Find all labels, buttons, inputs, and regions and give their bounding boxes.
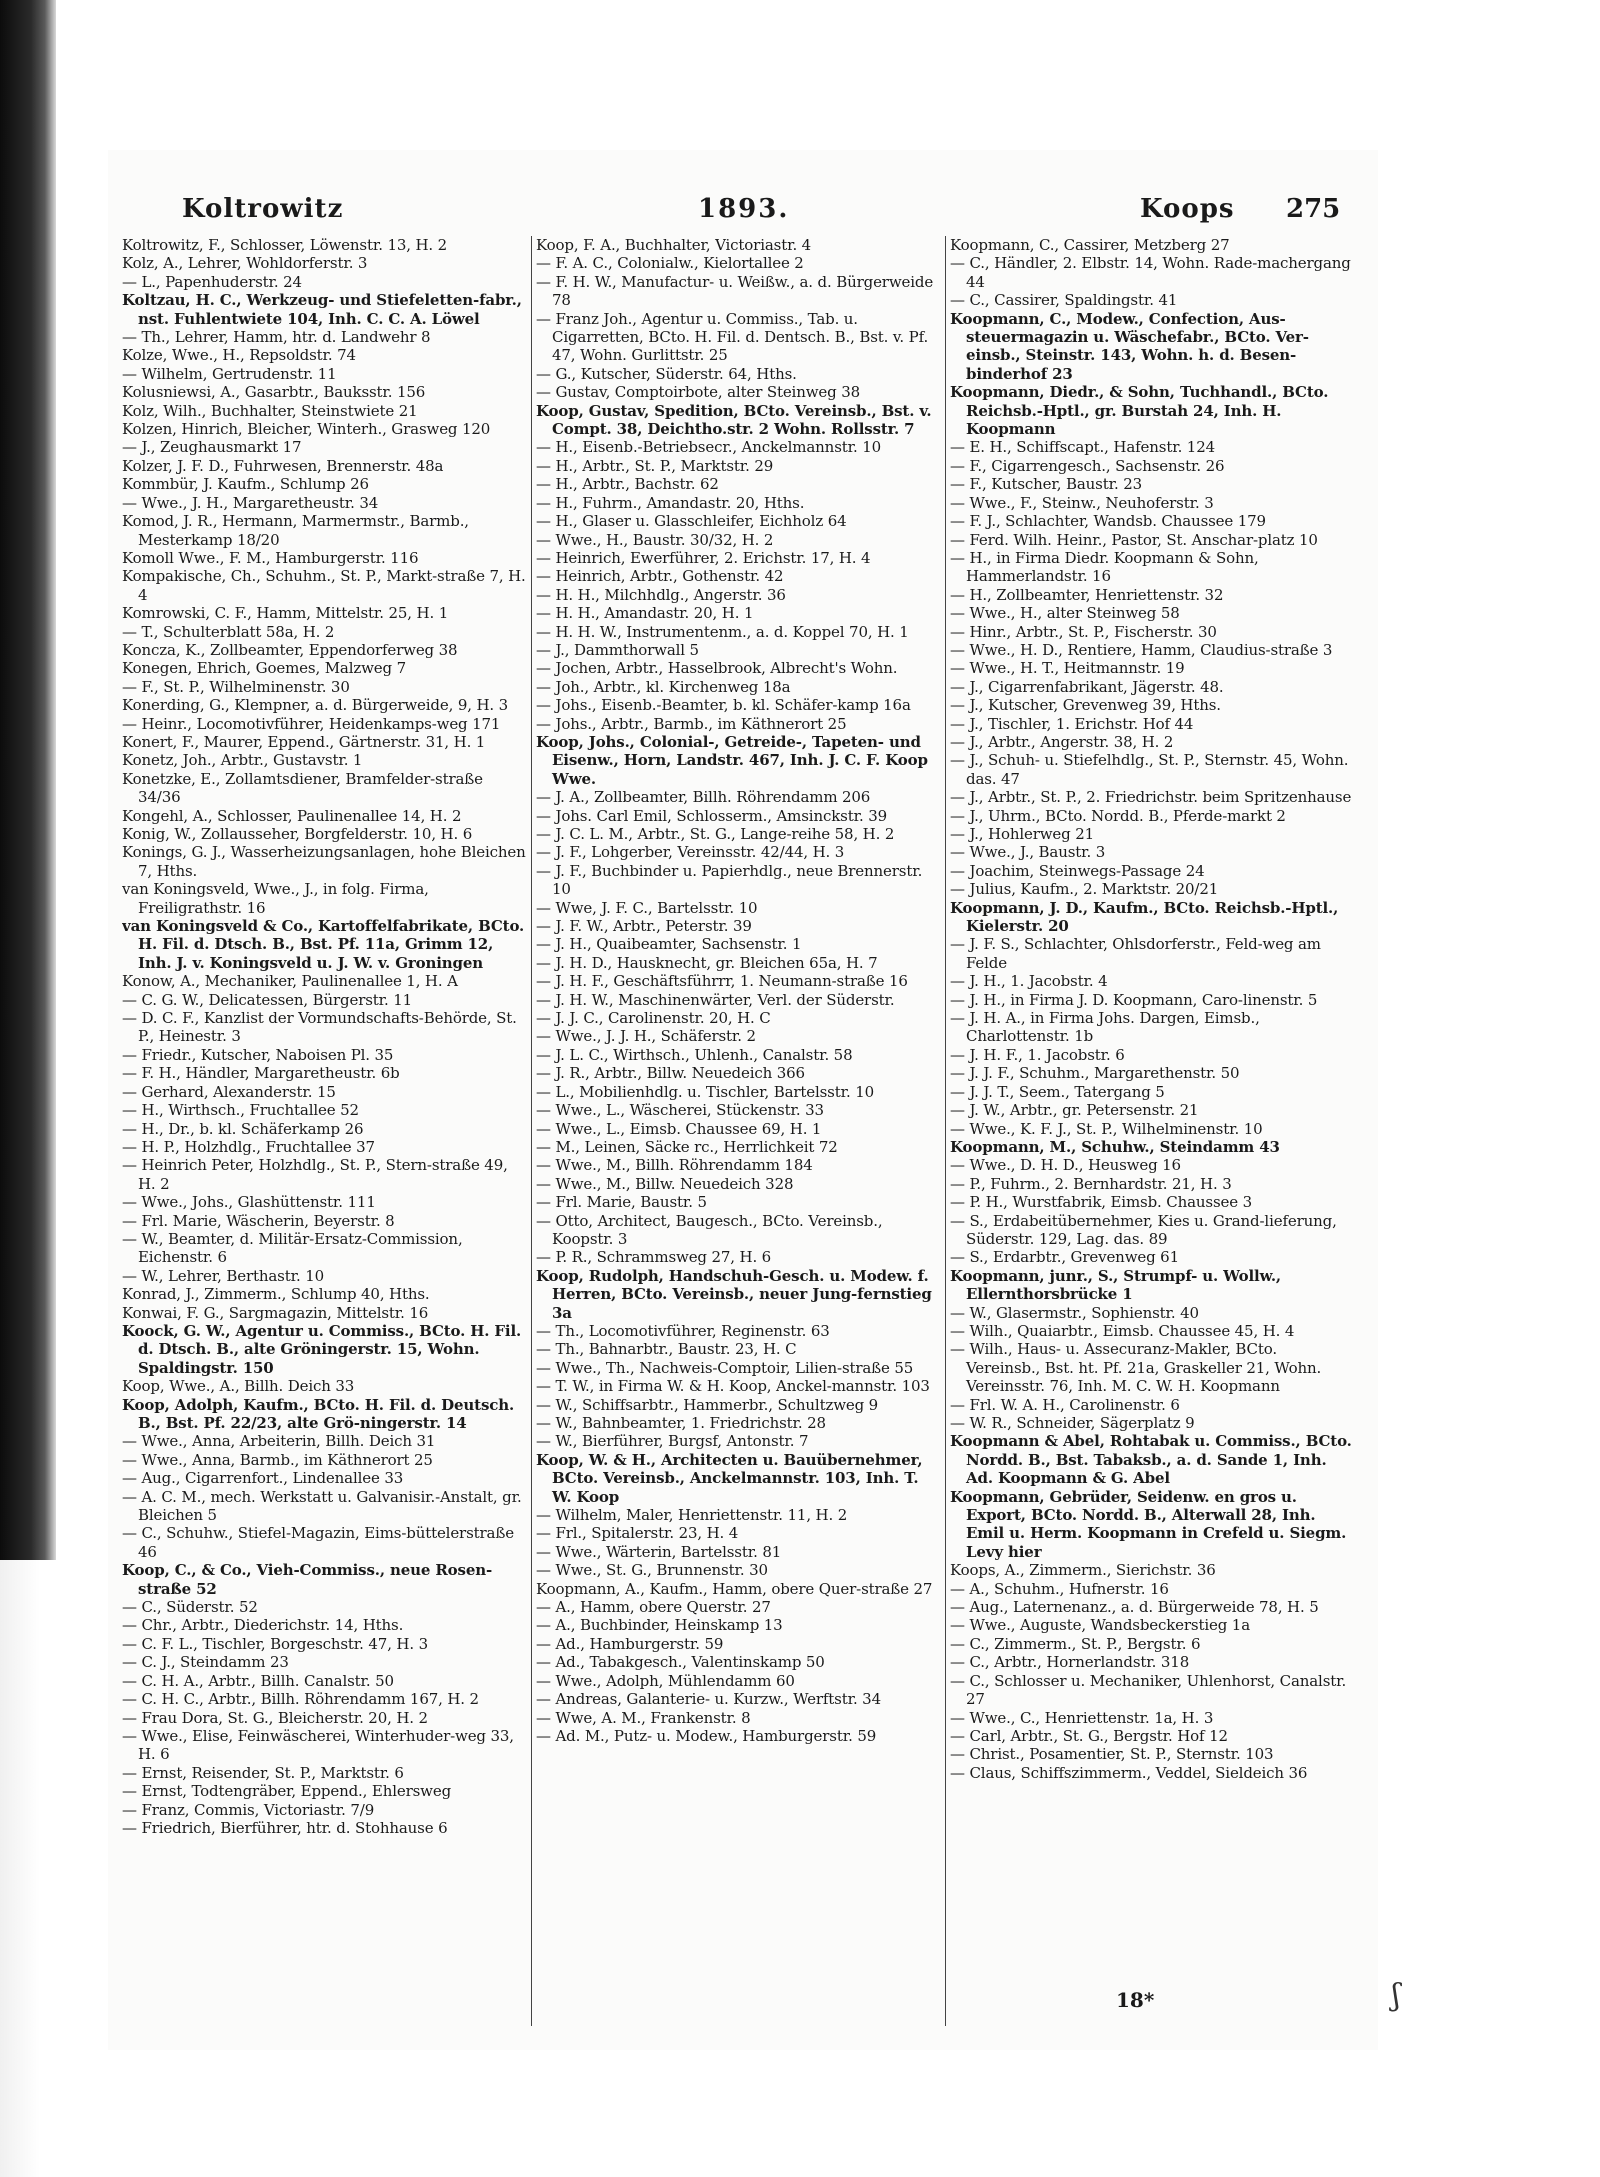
directory-entry: — E. H., Schiffscapt., Hafenstr. 124 [950,438,1215,457]
directory-entry: — Johs., Eisenb.-Beamter, b. kl. Schäfer-kamp 16a [536,696,911,715]
directory-entry: — C. H. A., Arbtr., Billh. Canalstr. 50 [122,1671,394,1690]
directory-entry: — J. J. C., Carolinenstr. 20, H. C [536,1009,771,1028]
column-divider [945,236,946,2026]
directory-entry: — Wwe., J. J. H., Schäferstr. 2 [536,1027,756,1046]
directory-entry: — Wwe., F., Steinw., Neuhoferstr. 3 [950,493,1214,512]
directory-entry: — Wwe., Wärterin, Bartelsstr. 81 [536,1542,782,1561]
directory-entry: Komoll Wwe., F. M., Hamburgerstr. 116 [122,548,419,567]
directory-entry: — C., Cassirer, Spaldingstr. 41 [950,291,1178,310]
directory-entry: Koop, F. A., Buchhalter, Victoriastr. 4 [536,236,812,254]
directory-entry: — D. C. F., Kanzlist der Vormundschafts-Behörde, St. P., Heinestr. 3 [122,1009,517,1046]
directory-entry: — C. J., Steindamm 23 [122,1653,289,1672]
column-2 [536,236,940,2036]
directory-entry: — Franz, Commis, Victoriastr. 7/9 [122,1800,375,1819]
directory-entry: — Aug., Cigarrenfort., Lindenallee 33 [122,1469,404,1488]
header-year: 1893. [698,194,790,224]
directory-entry: — A., Hamm, obere Querstr. 27 [536,1598,771,1617]
directory-entry: — F., Cigarrengesch., Sachsenstr. 26 [950,456,1225,475]
directory-entry: — Julius, Kaufm., 2. Marktstr. 20/21 [950,880,1219,899]
directory-entry: — S., Erdabeitübernehmer, Kies u. Grand-lieferung, Süderstr. 129, Lag. das. 89 [950,1211,1337,1248]
directory-entry: — Aug., Laternenanz., a. d. Bürgerweide 78, H. 5 [950,1598,1319,1617]
directory-entry: Koopmann, J. D., Kaufm., BCto. Reichsb.-Hptl., Kielerstr. 20 [950,898,1339,936]
directory-entry: — Heinrich, Ewerführer, 2. Erichstr. 17, H. 4 [536,548,871,567]
directory-entry: Konerding, G., Klempner, a. d. Bürgerweide, 9, H. 3 [122,696,509,715]
page-number: 275 [1286,194,1341,224]
directory-entry: Koop, Johs., Colonial-, Getreide-, Tapeten- und Eisenw., Horn, Landstr. 467, Inh. J. C. F. Koop Wwe. [536,732,928,788]
directory-entry: — Friedrich, Bierführer, htr. d. Stohhause 6 [122,1818,448,1837]
directory-entry: — J., Cigarrenfabrikant, Jägerstr. 48. [950,677,1224,696]
directory-entry: Koncza, K., Zollbeamter, Eppendorferweg 38 [122,640,458,659]
directory-entry: — J. H. F., 1. Jacobstr. 6 [950,1045,1125,1064]
directory-entry: Konegen, Ehrich, Goemes, Malzweg 7 [122,659,406,678]
directory-entry: Koopmann, junr., S., Strumpf- u. Wollw., Ellernthorsbrücke 1 [950,1266,1281,1304]
directory-entry: — J. F. W., Arbtr., Peterstr. 39 [536,917,752,936]
directory-entry: — C., Händler, 2. Elbstr. 14, Wohn. Rade-machergang 44 [950,254,1351,291]
directory-entry: — F., Kutscher, Baustr. 23 [950,475,1143,494]
page-header [108,194,1378,230]
directory-entry: — Wwe., K. F. J., St. P., Wilhelminenstr. 10 [950,1119,1263,1138]
directory-entry: — Wwe., Auguste, Wandsbeckerstieg 1a [950,1616,1250,1635]
directory-entry: — J., Arbtr., Angerstr. 38, H. 2 [950,732,1174,751]
directory-entry: — C. F. L., Tischler, Borgeschstr. 47, H. 3 [122,1634,428,1653]
directory-entry: — T. W., in Firma W. & H. Koop, Anckel-mannstr. 103 [536,1377,930,1396]
directory-entry: Konings, G. J., Wasserheizungsanlagen, hohe Bleichen 7, Hths. [122,843,526,880]
directory-entry: — A., Schuhm., Hufnerstr. 16 [950,1579,1169,1598]
directory-entry: — H., Fuhrm., Amandastr. 20, Hths. [536,493,805,512]
directory-entry: — P., Fuhrm., 2. Bernhardstr. 21, H. 3 [950,1174,1232,1193]
directory-entry: — Ad., Hamburgerstr. 59 [536,1634,724,1653]
directory-entry: — A., Buchbinder, Heinskamp 13 [536,1616,783,1635]
directory-entry: — Frl. W. A. H., Carolinenstr. 6 [950,1395,1180,1414]
directory-entry: — Wwe., H., alter Steinweg 58 [950,604,1180,623]
directory-entry: — M., Leinen, Säcke rc., Herrlichkeit 72 [536,1137,838,1156]
directory-entry: — J., Kutscher, Grevenweg 39, Hths. [950,696,1221,715]
directory-entry: — J., Hohlerweg 21 [950,825,1095,843]
directory-entry: — H. H., Milchhdlg., Angerstr. 36 [536,585,786,604]
directory-entry: Koock, G. W., Agentur u. Commiss., BCto. H. Fil. d. Dtsch. B., alte Gröningerstr. 15, Wohn. Spaldingstr. 150 [122,1321,522,1377]
directory-entry: — Christ., Posamentier, St. P., Sternstr. 103 [950,1745,1274,1764]
directory-entry: — J. R., Arbtr., Billw. Neuedeich 366 [536,1064,805,1083]
directory-entry: — H. H. W., Instrumentenm., a. d. Koppel 70, H. 1 [536,622,909,641]
directory-entry: — J. H. F., Geschäftsführrr, 1. Neumann-straße 16 [536,972,908,991]
directory-entry: Koops, A., Zimmerm., Sierichstr. 36 [950,1561,1216,1580]
directory-entry: — Joh., Arbtr., kl. Kirchenweg 18a [536,677,791,696]
directory-entry: van Koningsveld, Wwe., J., in folg. Firma, Freiligrathstr. 16 [122,880,429,917]
directory-entry: — J., Tischler, 1. Erichstr. Hof 44 [950,714,1194,733]
directory-entry: — J. F., Buchbinder u. Papierhdlg., neue Brennerstr. 10 [536,861,923,899]
directory-entry: — C. H. C., Arbtr., Billh. Röhrendamm 167, H. 2 [122,1690,479,1709]
directory-entry: — Ernst, Todtengräber, Eppend., Ehlersweg [122,1782,452,1801]
directory-entry: Koopmann, C., Modew., Confection, Aus-steuermagazin u. Wäschefabr., BCto. Ver-einsb., Steinstr. 143, Wohn. h. d. Besen-binderhof 23 [950,309,1309,383]
directory-entry: Komod, J. R., Hermann, Marmermstr., Barmb., Mesterkamp 18/20 [122,512,469,549]
directory-entry: — H., Wirthsch., Fruchtallee 52 [122,1101,359,1120]
directory-entry: — Ad., Tabakgesch., Valentinskamp 50 [536,1653,825,1672]
directory-entry: Kolz, A., Lehrer, Wohldorferstr. 3 [122,254,368,273]
directory-entry: Konetz, Joh., Arbtr., Gustavstr. 1 [122,751,363,770]
margin-mark: ʃ [1392,1978,1401,2013]
directory-entry: — W. R., Schneider, Sägerplatz 9 [950,1414,1195,1432]
directory-entry: Konetzke, E., Zollamtsdiener, Bramfelder-straße 34/36 [122,769,483,807]
directory-entry: — Joachim, Steinwegs-Passage 24 [950,861,1205,880]
scanner-edge [0,0,56,1560]
directory-entry: — Hinr., Arbtr., St. P., Fischerstr. 30 [950,622,1217,641]
directory-entry: — Wwe., J., Baustr. 3 [950,843,1106,862]
directory-entry: — J. J. F., Schuhm., Margarethenstr. 50 [950,1064,1240,1083]
directory-entry: Kongehl, A., Schlosser, Paulinenallee 14, H. 2 [122,806,462,825]
directory-entry: Koltrowitz, F., Schlosser, Löwenstr. 13, H. 2 [122,236,448,254]
directory-entry: — Andreas, Galanterie- u. Kurzw., Werftstr. 34 [536,1690,881,1709]
directory-entry: — S., Erdarbtr., Grevenweg 61 [950,1248,1179,1267]
directory-entry: — L., Mobilienhdlg. u. Tischler, Bartelsstr. 10 [536,1082,875,1101]
directory-entry: — J. F. S., Schlachter, Ohlsdorferstr., Feld-weg am Felde [950,935,1321,972]
directory-entry: — H. P., Holzhdlg., Fruchtallee 37 [122,1137,375,1156]
directory-entry: — J. H., Quaibeamter, Sachsenstr. 1 [536,935,802,954]
header-right-catchword: Koops [1140,194,1235,224]
directory-entry: — W., Schiffsarbtr., Hammerbr., Schultzweg 9 [536,1395,879,1414]
directory-entry: — Frau Dora, St. G., Bleicherstr. 20, H. 2 [122,1708,428,1727]
directory-entry: — J., Dammthorwall 5 [536,640,699,659]
directory-entry: — Ferd. Wilh. Heinr., Pastor, St. Anschar-platz 10 [950,530,1318,549]
directory-entry: — J., Uhrm., BCto. Nordd. B., Pferde-markt 2 [950,806,1286,825]
directory-entry: — W., Beamter, d. Militär-Ersatz-Commission, Eichenstr. 6 [122,1229,463,1267]
directory-entry: — Johs. Carl Emil, Schlosserm., Amsinckstr. 39 [536,806,887,825]
directory-entry: — Wwe., M., Billh. Röhrendamm 184 [536,1156,813,1175]
directory-entry: — Th., Lehrer, Hamm, htr. d. Landwehr 8 [122,328,431,347]
directory-entry: Kolusniewsi, A., Gasarbtr., Bauksstr. 156 [122,383,426,402]
directory-entry: Koopmann, M., Schuhw., Steindamm 43 [950,1137,1280,1156]
directory-entry: — Th., Bahnarbtr., Baustr. 23, H. C [536,1340,797,1359]
directory-entry: Koopmann, C., Cassirer, Metzberg 27 [950,236,1230,254]
directory-entry: — L., Papenhuderstr. 24 [122,272,302,291]
directory-entry: — J. H., in Firma J. D. Koopmann, Caro-linenstr. 5 [950,990,1318,1009]
directory-entry: — Wilhelm, Maler, Henriettenstr. 11, H. 2 [536,1506,848,1525]
directory-entry: — Wilh., Quaiarbtr., Eimsb. Chaussee 45, H. 4 [950,1321,1295,1340]
directory-entry: — J., Arbtr., St. P., 2. Friedrichstr. beim Spritzenhause [950,788,1352,807]
directory-entry: — Wwe., Johs., Glashüttenstr. 111 [122,1193,376,1212]
directory-entry: — F. H., Händler, Margaretheustr. 6b [122,1064,400,1083]
directory-entry: — H., Zollbeamter, Henriettenstr. 32 [950,585,1224,604]
directory-entry: Kolzer, J. F. D., Fuhrwesen, Brennerstr. 48a [122,456,444,475]
directory-entry: — Wwe., H. T., Heitmannstr. 19 [950,659,1185,678]
directory-entry: — H., Eisenb.-Betriebsecr., Anckelmannstr. 10 [536,438,882,457]
directory-entry: Konow, A., Mechaniker, Paulinenallee 1, H. A [122,972,458,991]
directory-entry: — P. H., Wurstfabrik, Eimsb. Chaussee 3 [950,1193,1252,1212]
directory-entry: — J. L. C., Wirthsch., Uhlenh., Canalstr. 58 [536,1045,853,1064]
directory-entry: — J. A., Zollbeamter, Billh. Röhrendamm 206 [536,788,871,807]
directory-entry: — J., Zeughausmarkt 17 [122,438,302,457]
directory-entry: Koopmann, Gebrüder, Seidenw. en gros u. Export, BCto. Nordd. B., Alterwall 28, Inh. Emil u. Herm. Koopmann in Crefeld u. Siegm. Levy hier [950,1487,1347,1561]
directory-entry: Koop, Adolph, Kaufm., BCto. H. Fil. d. Deutsch. B., Bst. Pf. 22/23, alte Grö-ningerstr. 14 [122,1395,515,1432]
column-1 [122,236,526,2036]
directory-entry: — H., Dr., b. kl. Schäferkamp 26 [122,1119,364,1138]
directory-entry: Kommbür, J. Kaufm., Schlump 26 [122,475,369,494]
directory-entry: — Wwe., Adolph, Mühlendamm 60 [536,1671,795,1690]
directory-entry: — T., Schulterblatt 58a, H. 2 [122,622,335,641]
directory-entry: — Wwe., Th., Nachweis-Comptoir, Lilien-straße 55 [536,1358,914,1377]
directory-entry: — C., Zimmerm., St. P., Bergstr. 6 [950,1634,1201,1653]
directory-entry: Konwai, F. G., Sargmagazin, Mittelstr. 16 [122,1303,429,1322]
directory-entry: Koop, C., & Co., Vieh-Commiss., neue Rosen-straße 52 [122,1561,493,1598]
directory-entry: — J. H. A., in Firma Johs. Dargen, Eimsb., Charlottenstr. 1b [950,1009,1260,1046]
directory-entry: — Chr., Arbtr., Diederichstr. 14, Hths. [122,1616,404,1635]
directory-entry: — Johs., Arbtr., Barmb., im Käthnerort 25 [536,714,847,733]
directory-entry: — Heinrich Peter, Holzhdlg., St. P., Stern-straße 49, H. 2 [122,1156,508,1193]
directory-entry: — J. J. T., Seem., Tatergang 5 [950,1082,1165,1101]
directory-entry: — Wwe., Elise, Feinwäscherei, Winterhuder-weg 33, H. 6 [122,1726,514,1764]
directory-entry: — Th., Locomotivführer, Reginenstr. 63 [536,1321,830,1340]
directory-entry: — J. F., Lohgerber, Vereinsstr. 42/44, H. 3 [536,843,845,862]
directory-entry: — Wwe., St. G., Brunnenstr. 30 [536,1561,768,1580]
directory-entry: — Wwe, A. M., Frankenstr. 8 [536,1708,751,1727]
directory-entry: — Wwe., Anna, Arbeiterin, Billh. Deich 31 [122,1432,436,1451]
directory-entry: Konrad, J., Zimmerm., Schlump 40, Hths. [122,1285,430,1304]
directory-entry: — W., Bahnbeamter, 1. Friedrichstr. 28 [536,1414,826,1432]
directory-entry: — J. H., 1. Jacobstr. 4 [950,972,1108,991]
scanner-edge-lower [0,1560,40,2177]
directory-entry: — Franz Joh., Agentur u. Commiss., Tab. u. Cigarretten, BCto. H. Fil. d. Dentsch. B., Bst. v. Pf. 47, Wohn. Gurlittstr. 25 [536,309,929,365]
directory-entry: — C., Arbtr., Hornerlandstr. 318 [950,1653,1190,1672]
directory-entry: — Wwe., J. H., Margaretheustr. 34 [122,493,379,512]
directory-entry: — C., Schuhw., Stiefel-Magazin, Eims-büttelerstraße 46 [122,1524,514,1561]
directory-entry: — Wwe., L., Wäscherei, Stückenstr. 33 [536,1101,824,1120]
directory-entry: — Gerhard, Alexanderstr. 15 [122,1082,336,1101]
directory-entry: — C. G. W., Delicatessen, Bürgerstr. 11 [122,990,413,1009]
directory-entry: — J., Schuh- u. Stiefelhdlg., St. P., Sternstr. 45, Wohn. das. 47 [950,751,1349,788]
directory-entry: — H., in Firma Diedr. Koopmann & Sohn, Hammerlandstr. 16 [950,548,1259,586]
directory-entry: Kompakische, Ch., Schuhm., St. P., Markt-straße 7, H. 4 [122,567,526,604]
directory-entry: — Wilhelm, Gertrudenstr. 11 [122,364,337,383]
directory-entry: Koop, Wwe., A., Billh. Deich 33 [122,1377,355,1396]
directory-entry: Konig, W., Zollausseher, Borgfelderstr. 10, H. 6 [122,825,473,843]
directory-entry: — Gustav, Comptoirbote, alter Steinweg 38 [536,383,860,402]
directory-entry: van Koningsveld & Co., Kartoffelfabrikate, BCto. H. Fil. d. Dtsch. B., Bst. Pf. 11a, Grimm 12, Inh. J. v. Koningsveld u. J. W. v. Groningen [122,917,525,972]
directory-entry: — Carl, Arbtr., St. G., Bergstr. Hof 12 [950,1726,1228,1745]
directory-entry: Konert, F., Maurer, Eppend., Gärtnerstr. 31, H. 1 [122,732,486,751]
directory-entry: — C., Süderstr. 52 [122,1598,258,1617]
directory-entry: — Frl., Spitalerstr. 23, H. 4 [536,1524,739,1543]
directory-entry: — H., Arbtr., Bachstr. 62 [536,475,719,494]
directory-entry: Kolze, Wwe., H., Repsoldstr. 74 [122,346,356,365]
directory-entry: — Wwe, J. F. C., Bartelsstr. 10 [536,898,758,917]
directory-entry: — G., Kutscher, Süderstr. 64, Hths. [536,364,797,383]
directory-entry: — F. J., Schlachter, Wandsb. Chaussee 179 [950,512,1266,531]
directory-entry: — Claus, Schiffszimmerm., Veddel, Sieldeich 36 [950,1763,1308,1782]
directory-entry: Koop, W. & H., Architecten u. Bauübernehmer, BCto. Vereinsb., Anckelmannstr. 103, Inh. T. W. Koop [536,1450,923,1506]
directory-entry: — Wwe., D. H. D., Heusweg 16 [950,1156,1181,1175]
column-divider [531,236,532,2026]
directory-entry: Koop, Rudolph, Handschuh-Gesch. u. Modew. f. Herren, BCto. Vereinsb., neuer Jung-fernstieg 3a [536,1266,932,1322]
directory-entry: — W., Bierführer, Burgsf, Antonstr. 7 [536,1432,809,1451]
directory-entry: — J. C. L. M., Arbtr., St. G., Lange-reihe 58, H. 2 [536,825,895,843]
directory-entry: Kolz, Wilh., Buchhalter, Steinstwiete 21 [122,401,418,420]
directory-entry: — Frl. Marie, Wäscherin, Beyerstr. 8 [122,1211,395,1230]
directory-page [108,150,1378,2050]
directory-entry: — Jochen, Arbtr., Hasselbrook, Albrecht's Wohn. [536,659,898,678]
directory-entry: — J. W., Arbtr., gr. Petersenstr. 21 [950,1101,1199,1120]
directory-entry: — Frl. Marie, Baustr. 5 [536,1193,707,1212]
directory-entry: — Heinrich, Arbtr., Gothenstr. 42 [536,567,784,586]
directory-entry: — W., Glasermstr., Sophienstr. 40 [950,1303,1199,1322]
directory-entry: — Otto, Architect, Baugesch., BCto. Vereinsb., Koopstr. 3 [536,1211,883,1248]
header-left-catchword: Koltrowitz [182,194,344,224]
directory-entry: Koopmann, A., Kaufm., Hamm, obere Quer-straße 27 [536,1579,933,1598]
directory-entry: Koop, Gustav, Spedition, BCto. Vereinsb., Bst. v. Compt. 38, Deichtho.str. 2 Wohn. Rollsstr. 7 [536,401,932,439]
directory-entry: Kolzen, Hinrich, Bleicher, Winterh., Grasweg 120 [122,420,491,439]
directory-entry: — Wwe., C., Henriettenstr. 1a, H. 3 [950,1708,1214,1727]
directory-entry: Koopmann & Abel, Rohtabak u. Commiss., BCto. Nordd. B., Bst. Tabaksb., a. d. Sande 1, Inh. Ad. Koopmann & G. Abel [950,1432,1352,1488]
signature-mark: 18* [1116,1988,1155,2012]
directory-entry: — P. R., Schrammsweg 27, H. 6 [536,1248,772,1267]
directory-entry: — H., Arbtr., St. P., Marktstr. 29 [536,456,774,475]
directory-entry: — Wwe., Anna, Barmb., im Käthnerort 25 [122,1450,433,1469]
directory-entry: — Wwe., H., Baustr. 30/32, H. 2 [536,530,774,549]
directory-entry: — F., St. P., Wilhelminenstr. 30 [122,677,350,696]
directory-entry: — Ad. M., Putz- u. Modew., Hamburgerstr. 59 [536,1726,877,1745]
directory-entry: — Wwe., L., Eimsb. Chaussee 69, H. 1 [536,1119,822,1138]
directory-entry: — Friedr., Kutscher, Naboisen Pl. 35 [122,1045,394,1064]
directory-entry: — F. A. C., Colonialw., Kielortallee 2 [536,254,804,273]
directory-entry: — J. H. W., Maschinenwärter, Verl. der Süderstr. [536,990,895,1009]
column-3 [950,236,1354,2036]
directory-entry: — Ernst, Reisender, St. P., Marktstr. 6 [122,1763,404,1782]
directory-entry: — A. C. M., mech. Werkstatt u. Galvanisir.-Anstalt, gr. Bleichen 5 [122,1487,522,1525]
directory-entry: — W., Lehrer, Berthastr. 10 [122,1266,324,1285]
directory-entry: — Wwe., H. D., Rentiere, Hamm, Claudius-straße 3 [950,640,1333,659]
directory-entry: — F. H. W., Manufactur- u. Weißw., a. d. Bürgerweide 78 [536,272,934,310]
directory-entry: Koltzau, H. C., Werkzeug- und Stiefeletten-fabr., nst. Fuhlentwiete 104, Inh. C. C. A. Löwel [122,291,522,328]
directory-entry: — J. H. D., Hausknecht, gr. Bleichen 65a, H. 7 [536,953,878,972]
directory-entry: Komrowski, C. F., Hamm, Mittelstr. 25, H. 1 [122,604,449,623]
directory-entry: — H., Glaser u. Glasschleifer, Eichholz 64 [536,512,847,531]
directory-entry: — C., Schlosser u. Mechaniker, Uhlenhorst, Canalstr. 27 [950,1671,1347,1709]
directory-entry: — Wilh., Haus- u. Assecuranz-Makler, BCto. Vereinsb., Bst. ht. Pf. 21a, Graskeller 21, Wohn. Vereinsstr. 76, Inh. M. C. W. H. Koopmann [950,1340,1322,1396]
directory-entry: — Wwe., M., Billw. Neuedeich 328 [536,1174,794,1193]
directory-entry: Koopmann, Diedr., & Sohn, Tuchhandl., BCto. Reichsb.-Hptl., gr. Burstah 24, Inh. H. Koopmann [950,383,1329,439]
directory-entry: — H. H., Amandastr. 20, H. 1 [536,604,754,623]
directory-entry: — Heinr., Locomotivführer, Heidenkamps-weg 171 [122,714,501,733]
